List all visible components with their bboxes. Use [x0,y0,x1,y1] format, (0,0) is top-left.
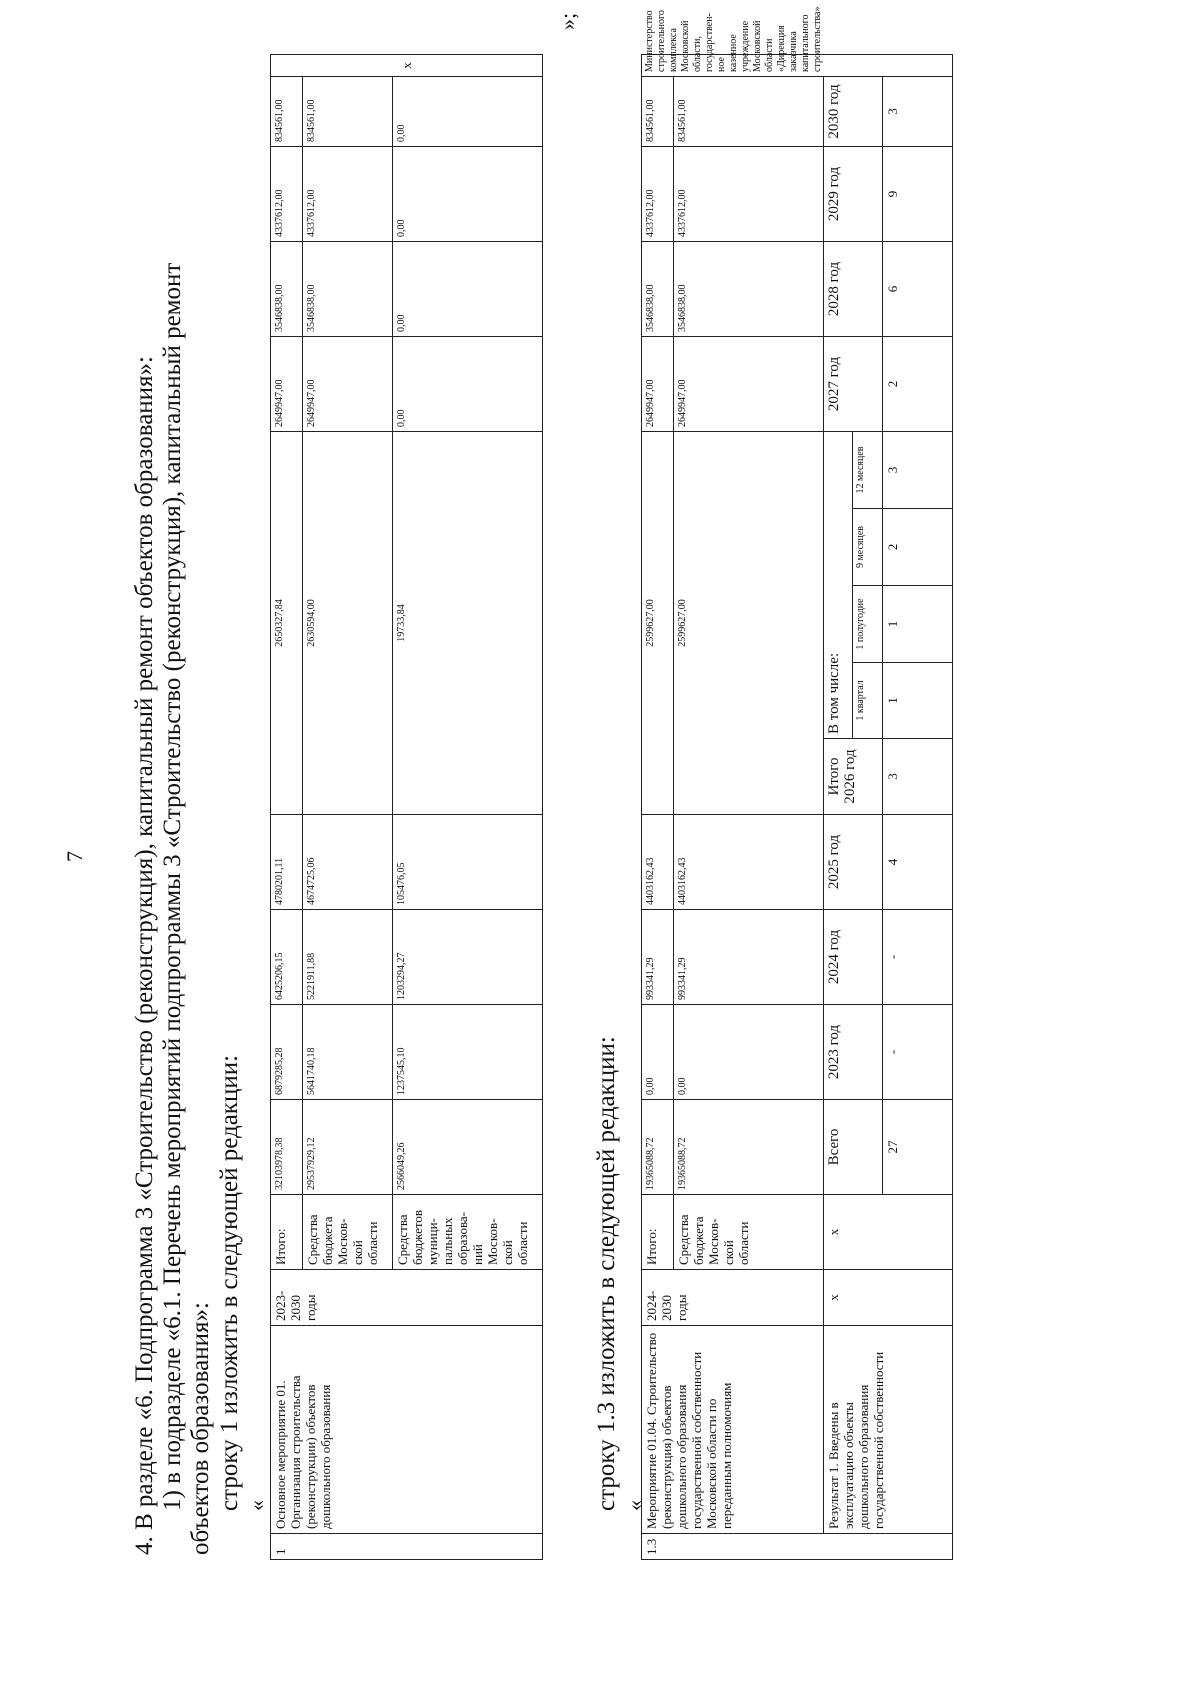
value-2030: 834561,00 [271,77,303,147]
value-2029: 4337612,00 [303,147,393,242]
source-label: Средства бюджета Москов-ской области [674,1195,824,1270]
open-quote-2: « [622,1500,647,1511]
executor: Министерство строительного комплекса Московской области, государствен-ное казенное учреждение Московской области «Дирекция заказчика капитального строительства» [642,54,953,76]
source-label: Средства бюджетов муници-пальных образова-ний Москов-ской области [393,1195,543,1270]
result-value-total: 27 [883,1100,953,1195]
table-row [642,54,674,1559]
result-value-h1: 1 [883,586,953,663]
row-number: 1 [271,1534,543,1560]
value-2024: 993341,29 [674,910,824,1005]
value-2026: 2650327,84 [271,432,303,815]
result-value-2026: 3 [883,739,953,815]
value-2025: 4780201,11 [271,815,303,910]
result-header-h1: 1 полугодие [853,586,883,663]
table-row-1-3 [641,6,953,1560]
value-total: 19365088,72 [674,1100,824,1195]
result-header-q1: 1 квартал [853,663,883,739]
period: 2023-2030 годы [271,1270,543,1326]
paragraph-section-4: 4. В разделе «6. Подпрограмма 3 «Строительство (реконструкция), капитальный ремонт объектов образования»: [131,356,158,1555]
result-header-9m: 9 месяцев [853,509,883,586]
value-2029: 4337612,00 [271,147,303,242]
value-2029: 4337612,00 [674,146,824,241]
value-2030: 834561,00 [674,76,824,146]
result-header-2028: 2028 год [824,241,883,336]
result-header-2029: 2029 год [824,146,883,241]
result-header-2027: 2027 год [824,336,883,431]
value-2024: 6425206,15 [271,910,303,1005]
value-2026: 19733,84 [393,432,543,815]
value-2025: 4403162,43 [674,815,824,910]
result-label: Результат 1. Введены в эксплуатацию объекты дошкольного образования государственной собственности [824,1326,953,1534]
value-2027: 0,00 [393,337,543,432]
paragraph-item-1: 1) в подразделе «6.1. Перечень мероприятий подпрограммы 3 «Строительство (реконструкция), капитальный ремонт [159,262,186,1511]
value-2023: 0,00 [642,1005,674,1100]
value-2025: 4674725,06 [303,815,393,910]
open-quote-1: « [244,1500,269,1511]
result-value-q1: 1 [883,663,953,739]
value-total: 2566049,26 [393,1100,543,1195]
value-total: 19365088,72 [642,1100,674,1195]
result-header-2023: 2023 год [824,1005,883,1100]
period: 2024-2030 годы [642,1270,824,1326]
value-2023: 6879285,28 [271,1005,303,1100]
value-2027: 2649947,00 [642,336,674,431]
page-number: 7 [62,851,87,862]
table-row [824,54,853,1559]
value-2024: 5221911,88 [303,910,393,1005]
value-2023: 1237545,10 [393,1005,543,1100]
value-total: 29537929,12 [303,1100,393,1195]
paragraph-row-1-3-instruction: строку 1.3 изложить в следующей редакции: [593,1036,620,1511]
measure-name: Мероприятие 01.04. Строительство (реконструкция) объектов дошкольного образования государственной собственности Московской области по переданным полномочиям [642,1326,824,1534]
value-2029: 4337612,00 [642,146,674,241]
value-2026: 2630594,00 [303,432,393,815]
row-number: 1.3 [642,1534,953,1560]
value-2030: 0,00 [393,77,543,147]
result-value-2027: 2 [883,336,953,431]
result-header-2026: Итого 2026 год [824,739,883,815]
result-value-2029: 9 [883,146,953,241]
value-2027: 2649947,00 [271,337,303,432]
value-2023: 5641740,18 [303,1005,393,1100]
result-header-12m: 12 месяцев [853,431,883,508]
value-2028: 0,00 [393,242,543,337]
value-2028: 3546838,00 [271,242,303,337]
value-2024: 1203294,27 [393,910,543,1005]
result-value-2024: - [883,910,953,1005]
paragraph-row-1-instruction: строку 1 изложить в следующей редакции: [216,1054,243,1511]
value-2028: 3546838,00 [303,242,393,337]
result-header-2024: 2024 год [824,910,883,1005]
table-row [271,55,303,1560]
result-header-total: Всего [824,1100,883,1195]
value-2026: 2599627,00 [642,431,674,814]
measure-name: Основное мероприятие 01. Организация строительства (реконструкции) объектов дошкольного образования [271,1326,543,1534]
paragraph-item-1-cont: объектов образования»: [187,1302,214,1555]
value-2028: 3546838,00 [642,241,674,336]
value-2030: 834561,00 [303,77,393,147]
value-2025: 105476,05 [393,815,543,910]
value-2025: 4403162,43 [642,815,674,910]
value-2027: 2649947,00 [674,336,824,431]
value-2023: 0,00 [674,1005,824,1100]
executor-x: x [271,55,543,77]
value-2028: 3546838,00 [674,241,824,336]
result-value-9m: 2 [883,509,953,586]
value-2024: 993341,29 [642,910,674,1005]
value-2030: 834561,00 [642,76,674,146]
result-header-2025: 2025 год [824,815,883,910]
source-label: Итого: [271,1195,303,1270]
value-2027: 2649947,00 [303,337,393,432]
table-row-1 [270,54,543,1560]
value-2029: 0,00 [393,147,543,242]
source-label: Средства бюджета Москов-ской области [303,1195,393,1270]
result-value-2025: 4 [883,815,953,910]
result-header-2030: 2030 год [824,76,883,146]
result-period-x: x [824,1270,953,1326]
source-label: Итого: [642,1195,674,1270]
result-source-x: x [824,1195,953,1270]
result-value-2030: 3 [883,76,953,146]
value-total: 32103978,38 [271,1100,303,1195]
result-value-12m: 3 [883,431,953,508]
value-2026: 2599627,00 [674,431,824,814]
close-quote: »; [555,12,580,30]
result-header-including: В том числе: [824,431,853,738]
result-value-2028: 6 [883,241,953,336]
result-value-2023: - [883,1005,953,1100]
